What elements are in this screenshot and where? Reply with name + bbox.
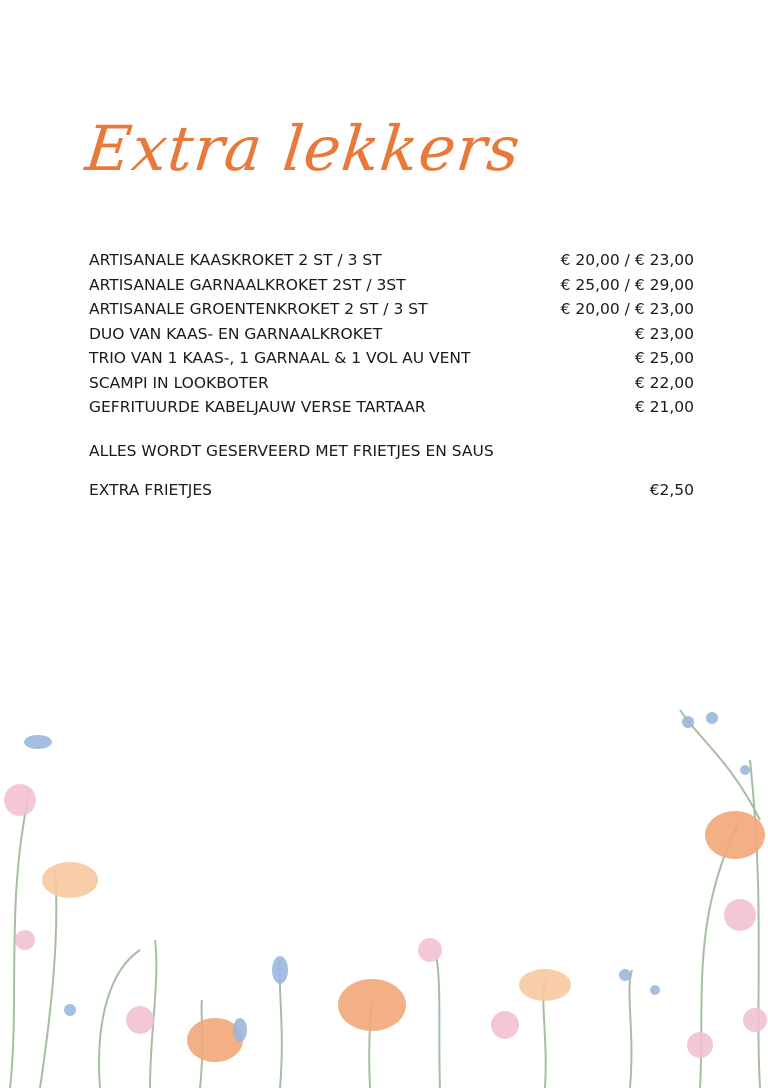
- serving-note: ALLES WORDT GESERVEERD MET FRIETJES EN SAUS: [89, 442, 494, 460]
- menu-item-name: GEFRITUURDE KABELJAUW VERSE TARTAAR: [89, 398, 426, 416]
- menu-item: [89, 248, 694, 273]
- menu-item: [89, 322, 694, 347]
- page-title: Extra lekkers: [82, 112, 525, 185]
- menu-item-price: € 21,00: [634, 398, 694, 416]
- menu-item: [89, 297, 694, 322]
- menu-item-name: ARTISANALE GROENTENKROKET 2 ST / 3 ST: [89, 300, 428, 318]
- menu-item-price: € 20,00 / € 23,00: [560, 300, 694, 318]
- floral-border-illustration: [0, 700, 768, 1088]
- menu-item: [89, 273, 694, 298]
- menu-item: [89, 371, 694, 396]
- menu-item-name: ARTISANALE GARNAALKROKET 2ST / 3ST: [89, 275, 406, 294]
- menu-item-name: ARTISANALE KAASKROKET 2 ST / 3 ST: [89, 251, 382, 269]
- menu-item-price: € 25,00: [634, 349, 694, 367]
- extra-item: [89, 481, 694, 499]
- extra-item-price: €2,50: [649, 481, 694, 499]
- menu-list: [89, 248, 694, 420]
- menu-item-price: € 20,00 / € 23,00: [560, 251, 694, 269]
- menu-item: [89, 346, 694, 371]
- menu-item-price: € 25,00 / € 29,00: [560, 275, 694, 294]
- menu-item-name: SCAMPI IN LOOKBOTER: [89, 373, 269, 392]
- extra-item-name: EXTRA FRIETJES: [89, 481, 213, 499]
- menu-item-name: DUO VAN KAAS- EN GARNAALKROKET: [89, 324, 383, 343]
- menu-item: [89, 395, 694, 420]
- menu-item-name: TRIO VAN 1 KAAS-, 1 GARNAAL & 1 VOL AU VENT: [89, 349, 471, 367]
- menu-item-price: € 23,00: [634, 324, 694, 343]
- menu-item-price: € 22,00: [634, 373, 694, 392]
